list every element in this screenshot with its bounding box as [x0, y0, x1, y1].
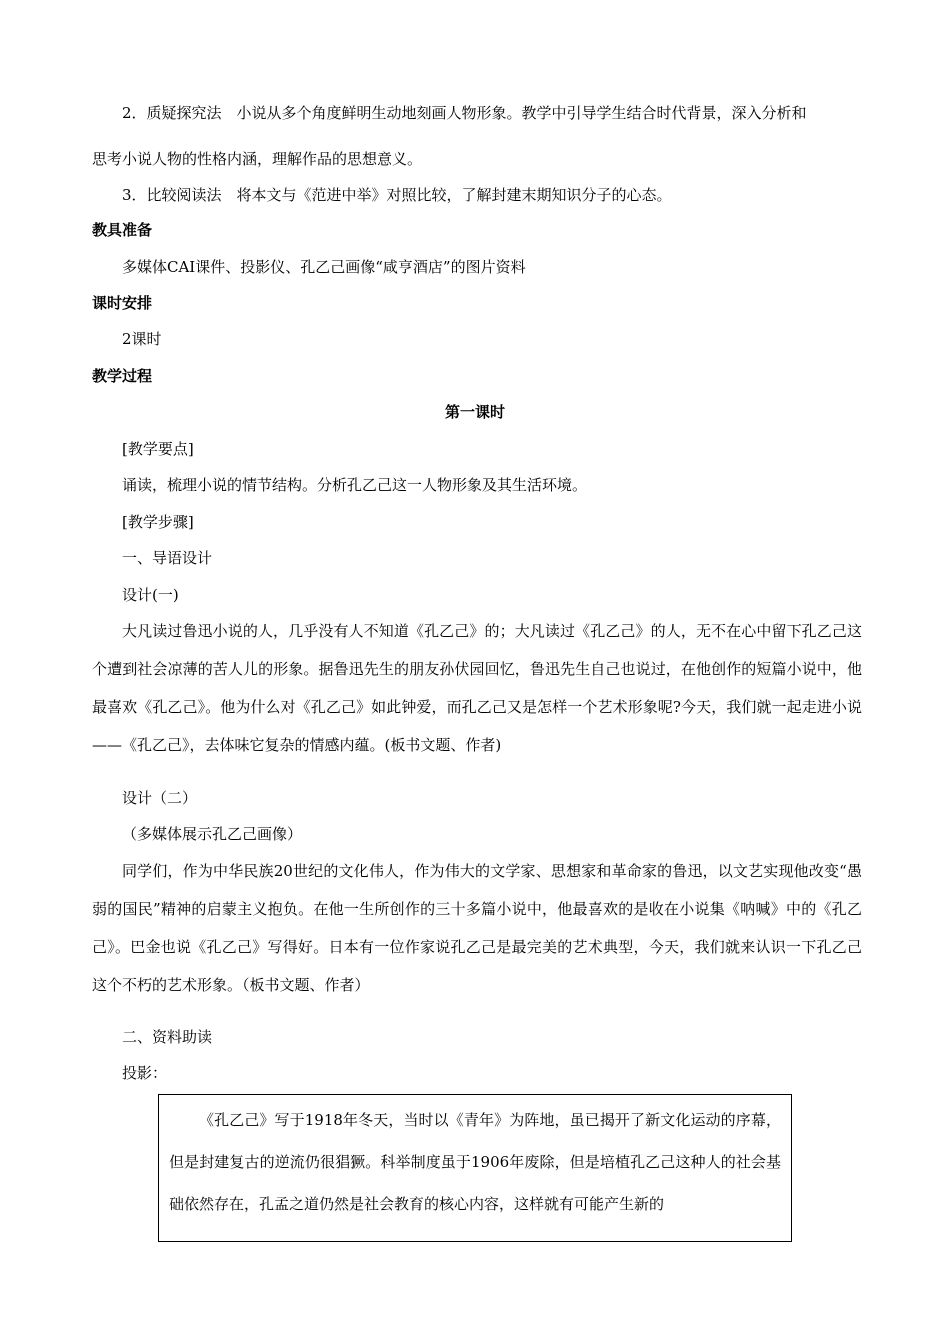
- schedule-heading: 课时安排: [92, 294, 153, 312]
- lesson-title: 第一课时: [444, 403, 505, 421]
- projection-label: 投影：: [122, 1064, 168, 1082]
- teaching-points-content: 诵读，梳理小说的情节结构。分析孔乙己这一人物形象及其生活环境。: [122, 476, 588, 494]
- schedule-content: 2课时: [122, 330, 162, 348]
- design-2-paragraph: 同学们，作为中华民族20世纪的文化伟人，作为伟大的文学家、思想家和革命家的鲁迅，以文艺实现他改变“愚弱的国民”精神的启蒙主义抱负。在他一生所创作的三十多篇小说中，他最喜欢的是收在小说集《呐喊》中的《孔乙己》。巴金也说《孔乙己》写得好。日本有一位作家说孔乙己是最完美的艺术典型，今天，我们就来认识一下孔乙己这个不朽的艺术形象。（板书文题、作者）: [92, 862, 862, 994]
- projection-text: 《孔乙己》写于1918年冬天，当时以《青年》为阵地，虽已揭开了新文化运动的序幕，但是封建复古的逆流仍很猖獗。科举制度虽于1906年废除，但是培植孔乙己这种人的社会基础依然存在，孔孟之道仍然是社会教育的核心内容，这样就有可能产生新的: [169, 1111, 781, 1213]
- design-1-paragraph: 大凡读过鲁迅小说的人，几乎没有人不知道《孔乙己》的；大凡读过《孔乙己》的人，无不在心中留下孔乙己这个遭到社会凉薄的苦人儿的形象。据鲁迅先生的朋友孙伏园回忆，鲁迅先生自己也说过，在他创作的短篇小说中，他最喜欢《孔乙己》。他为什么对《孔乙己》如此钟爱，而孔乙己又是怎样一个艺术形象呢?今天，我们就一起走进小说——《孔乙己》，去体味它复杂的情感内蕴。(板书文题、作者): [92, 622, 862, 754]
- design-1-label: 设计(一): [122, 586, 179, 604]
- tools-content: 多媒体CAI课件、投影仪、孔乙己画像“咸亨酒店”的图片资料: [122, 258, 526, 276]
- step-1-heading: 一、导语设计: [122, 549, 213, 567]
- step-2-heading: 二、资料助读: [122, 1028, 213, 1046]
- method-item-2-continued: 思考小说人物的性格内涵，理解作品的思想意义。: [92, 150, 423, 168]
- process-heading: 教学过程: [92, 367, 153, 385]
- design-2-label: 设计（二）: [122, 789, 198, 807]
- method-item-2: 2．质疑探究法 小说从多个角度鲜明生动地刻画人物形象。教学中引导学生结合时代背景，深入分析和: [122, 104, 807, 122]
- teaching-steps-label: [教学步骤]: [122, 513, 194, 531]
- method-item-3: 3．比较阅读法 将本文与《范进中举》对照比较，了解封建末期知识分子的心态。: [122, 186, 672, 204]
- teaching-points-label: [教学要点]: [122, 440, 194, 458]
- design-2-note: （多媒体展示孔乙己画像）: [122, 825, 303, 843]
- projection-box: [158, 1094, 792, 1242]
- tools-heading: 教具准备: [92, 221, 153, 239]
